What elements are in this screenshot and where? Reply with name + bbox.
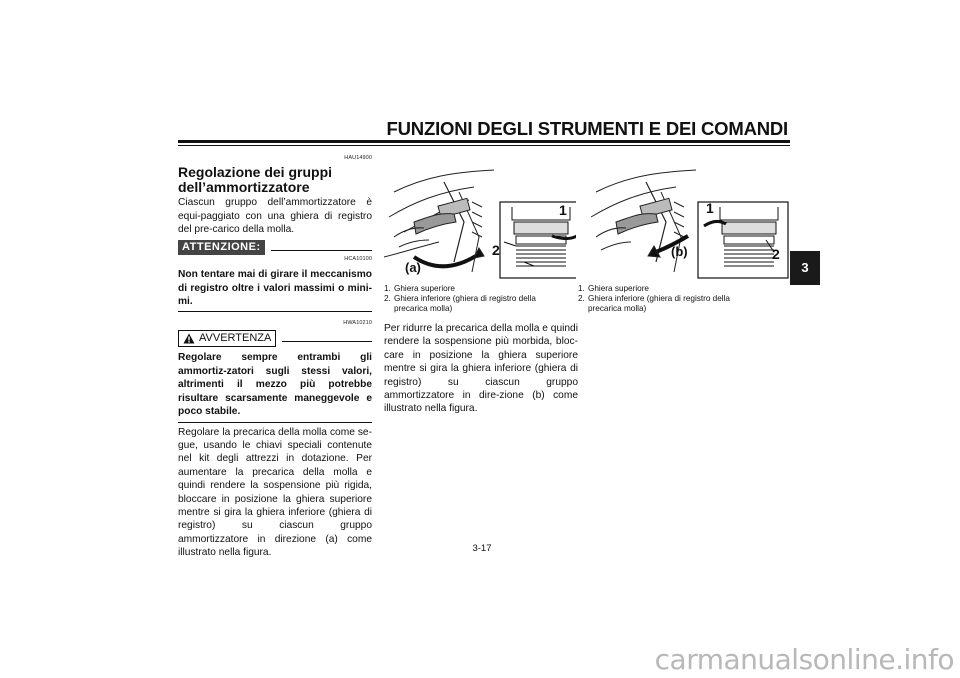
figure-b-captions (578, 284, 788, 314)
callout-2-a: 2 (492, 242, 500, 258)
intro-paragraph: Ciascun gruppo dell’ammortizzatore è equi-paggiato con una ghiera di registro del pre-carico della molla. (178, 197, 372, 236)
figure-a-captions (384, 284, 580, 314)
figure-a (384, 162, 582, 280)
warning-code: HWA10210 (343, 319, 372, 326)
attention-code: HCA10100 (344, 256, 372, 263)
body-paragraph: Regolare la precarica della molla come se-gue, usando le chiavi speciali contenute nel kit degli attrezzi in dotazione. Per aumentare la precarica della molla e quindi rendere la sospensione più rigida, bloccare in posizione la ghiera superiore mentre si gira la ghiera inferiore (ghiera di registro) su ciascun gruppo ammortizzatore in direzione (a) come illustrato nella figura. (178, 426, 372, 559)
callout-1-b: 1 (706, 200, 714, 216)
attention-badge: ATTENZIONE: (178, 240, 265, 255)
callout-1-a: 1 (559, 202, 567, 218)
callout-2-b: 2 (772, 246, 780, 262)
shock-absorber-illustration-b (576, 162, 790, 280)
page-header-title: FUNZIONI DEGLI STRUMENTI E DEI COMANDI (386, 118, 788, 139)
page-number: 3-17 (472, 543, 492, 554)
caption-item: 1. Ghiera superiore (578, 284, 649, 293)
section-title-line1: Regolazione dei gruppi (178, 164, 333, 181)
middle-column (384, 322, 578, 416)
attention-text: Non tentare mai di girare il meccanismo di registro oltre i valori massimi o mini-mi. (178, 269, 372, 308)
section-title-line2: dell’ammortizzatore (178, 179, 310, 196)
direction-label-a: (a) (405, 260, 421, 275)
caption-item: 2. Ghiera inferiore (ghiera di registro della (578, 294, 730, 303)
chapter-tab[interactable]: 3 (790, 251, 820, 285)
figure-b (576, 162, 790, 280)
warning-label: AVVERTENZA (199, 332, 272, 345)
caption-item-cont: precarica molla) (588, 304, 647, 313)
warning-triangle-icon (183, 333, 195, 344)
header-rule-thin (178, 145, 790, 146)
caption-item-cont: precarica molla) (394, 304, 453, 313)
caption-item: 1. Ghiera superiore (384, 284, 455, 293)
direction-label-b: (b) (671, 244, 688, 259)
middle-body-paragraph: Per ridurre la precarica della molla e quindi rendere la sospensione più morbida, bloc-care in posizione la ghiera superiore mentre si gira la ghiera inferiore (ghiera di registro) su ciascun gruppo ammortizzatore in dire-zione (b) come illustrato nella figura. (384, 323, 578, 415)
warning-header (178, 330, 372, 347)
header-rule (178, 140, 790, 143)
watermark[interactable]: carmanualsonline.info (654, 643, 954, 676)
warning-text: Regolare sempre entrambi gli ammortiz-zatori sugli stessi valori, altrimenti il mezzo più potrebbe risultare scarsamente maneggevole e poco stabile. (178, 352, 372, 418)
caption-item: 2. Ghiera inferiore (ghiera di registro della (384, 294, 536, 303)
left-column (178, 152, 372, 560)
warning-badge (178, 330, 276, 347)
section-code: HAU14900 (344, 155, 372, 161)
